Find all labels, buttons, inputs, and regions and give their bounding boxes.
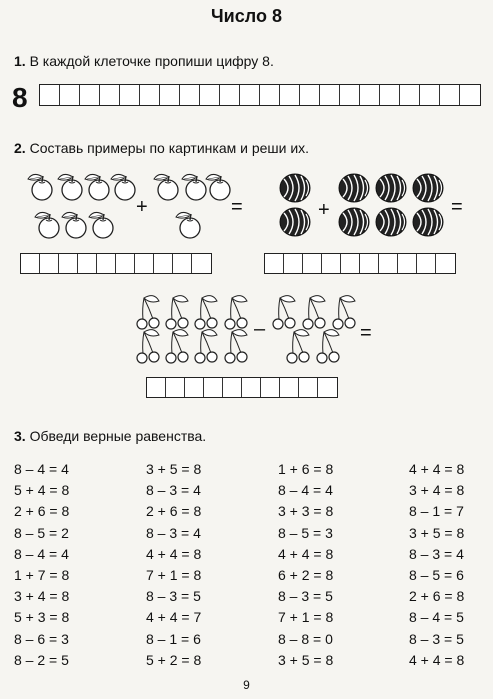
equation[interactable]: 8 – 3 = 4 (146, 482, 201, 499)
task3-instruction (14, 428, 206, 444)
equals-sign: = (231, 196, 243, 218)
equation[interactable]: 4 + 4 = 7 (146, 609, 202, 626)
writing-cell[interactable] (154, 254, 173, 273)
writing-cell[interactable] (135, 254, 154, 273)
equation[interactable]: 8 – 4 = 4 (14, 545, 69, 562)
equation[interactable]: 8 – 5 = 2 (14, 524, 69, 541)
equation[interactable]: 2 + 6 = 8 (14, 503, 70, 520)
equals-sign: = (451, 196, 463, 218)
apple-icon (28, 174, 52, 200)
task3-number: 3. (14, 428, 26, 444)
apple-icon (35, 212, 59, 238)
equation[interactable]: 5 + 3 = 8 (14, 609, 70, 626)
writing-cell[interactable] (360, 254, 379, 273)
writing-cell[interactable] (192, 254, 211, 273)
equals-sign: = (360, 322, 372, 344)
cherry-icon (333, 296, 355, 329)
apple-icon (89, 212, 113, 238)
equation[interactable]: 4 + 4 = 8 (409, 461, 465, 477)
apple-icon (62, 212, 86, 238)
equation[interactable]: 3 + 5 = 8 (146, 461, 202, 477)
equation[interactable]: 3 + 5 = 8 (278, 651, 334, 668)
equations-column-3 (278, 459, 333, 671)
equation[interactable]: 8 – 3 = 4 (409, 545, 464, 562)
equation[interactable]: 4 + 4 = 8 (278, 545, 334, 562)
watermelon-icon (376, 208, 406, 236)
equations-column-2 (146, 459, 201, 671)
equation[interactable]: 3 + 3 = 8 (278, 503, 334, 520)
watermelon-icon (413, 208, 443, 236)
watermelon-icon (376, 174, 406, 202)
equation[interactable]: 7 + 1 = 8 (278, 609, 334, 626)
plus-sign: + (318, 199, 330, 221)
cherry-icon (137, 296, 159, 329)
writing-cell[interactable] (185, 378, 204, 397)
writing-cell[interactable] (78, 254, 97, 273)
writing-cell[interactable] (280, 378, 299, 397)
task1-number: 1. (14, 53, 26, 69)
apple-icon (176, 212, 200, 238)
page-number: 9 (243, 678, 250, 692)
equation[interactable]: 2 + 6 = 8 (146, 503, 202, 520)
writing-cell[interactable] (303, 254, 322, 273)
writing-cell[interactable] (147, 378, 166, 397)
answer-cells-cherries[interactable] (146, 377, 338, 398)
watermelon-icon (413, 174, 443, 202)
equation[interactable]: 7 + 1 = 8 (146, 567, 202, 584)
equation[interactable]: 4 + 4 = 8 (409, 651, 465, 668)
page-title: Число 8 (211, 6, 282, 26)
writing-cell[interactable] (261, 378, 280, 397)
equation[interactable]: 2 + 6 = 8 (409, 588, 465, 605)
watermelon-icon (339, 174, 369, 202)
writing-cell[interactable] (166, 378, 185, 397)
equation[interactable]: 1 + 6 = 8 (278, 461, 334, 477)
cherry-icon (273, 296, 295, 329)
task2-text: Составь примеры по картинкам и реши их. (29, 140, 310, 156)
equation[interactable]: 5 + 4 = 8 (14, 482, 70, 499)
writing-cell[interactable] (341, 254, 360, 273)
cherry-icon (195, 296, 217, 329)
equation[interactable]: 8 – 3 = 5 (146, 588, 201, 605)
apple-icon (154, 174, 178, 200)
equation[interactable]: 8 – 4 = 4 (14, 461, 69, 477)
writing-cell[interactable] (116, 254, 135, 273)
equations-column-1 (14, 459, 69, 671)
equation[interactable]: 8 – 5 = 6 (409, 567, 464, 584)
equation[interactable]: 3 + 4 = 8 (409, 482, 465, 499)
equation[interactable]: 5 + 2 = 8 (146, 651, 202, 668)
writing-cell[interactable] (417, 254, 436, 273)
equations-column-4 (409, 459, 464, 671)
equation[interactable]: 4 + 4 = 8 (146, 545, 202, 562)
apple-icon (206, 174, 230, 200)
equation[interactable]: 3 + 4 = 8 (14, 588, 70, 605)
minus-sign: – (254, 318, 266, 340)
cherry-icon (195, 330, 217, 363)
writing-cell[interactable] (223, 378, 242, 397)
equation[interactable]: 8 – 3 = 5 (278, 588, 333, 605)
cherry-icon (166, 330, 188, 363)
task3-text: Обведи верные равенства. (29, 428, 207, 444)
task1-text: В каждой клеточке пропиши цифру 8. (29, 53, 274, 69)
writing-cell[interactable] (21, 254, 40, 273)
watermelon-icon (280, 174, 310, 202)
cherry-icon (317, 330, 339, 363)
writing-cell[interactable] (284, 254, 303, 273)
equation[interactable]: 8 – 3 = 4 (146, 524, 201, 541)
answer-cells-watermelons[interactable] (264, 253, 456, 274)
sample-digit: 8 (12, 82, 28, 113)
writing-cell[interactable] (299, 378, 318, 397)
equation[interactable]: 8 – 2 = 5 (14, 651, 69, 668)
equation[interactable]: 8 – 8 = 0 (278, 630, 333, 647)
plus-sign: + (136, 196, 148, 218)
writing-cell[interactable] (204, 378, 223, 397)
apple-icon (111, 174, 135, 200)
writing-cell[interactable] (59, 254, 78, 273)
writing-cell[interactable] (265, 254, 284, 273)
equation[interactable]: 8 – 3 = 5 (409, 630, 464, 647)
cherry-icon (225, 296, 247, 329)
cherry-icon (166, 296, 188, 329)
writing-cell[interactable] (398, 254, 417, 273)
equation[interactable]: 1 + 7 = 8 (14, 567, 70, 584)
writing-cell[interactable] (40, 254, 59, 273)
equation[interactable]: 6 + 2 = 8 (278, 567, 334, 584)
writing-cell[interactable] (379, 254, 398, 273)
writing-cell[interactable] (318, 378, 337, 397)
answer-cells-apples[interactable] (20, 253, 212, 274)
apple-icon (85, 174, 109, 200)
equation[interactable]: 3 + 5 = 8 (409, 524, 465, 541)
writing-cell[interactable] (242, 378, 261, 397)
watermelon-icon (280, 208, 310, 236)
equation[interactable]: 8 – 5 = 3 (278, 524, 333, 541)
task2-number: 2. (14, 140, 26, 156)
equation[interactable]: 8 – 4 = 5 (409, 609, 464, 626)
apple-icon (182, 174, 206, 200)
equation[interactable]: 8 – 4 = 4 (278, 482, 333, 499)
cherry-icon (225, 330, 247, 363)
equation[interactable]: 8 – 1 = 7 (409, 503, 464, 520)
writing-cell[interactable] (436, 254, 455, 273)
watermelon-icon (339, 208, 369, 236)
cherry-icon (303, 296, 325, 329)
cherry-icon (137, 330, 159, 363)
writing-cell[interactable] (97, 254, 116, 273)
writing-cell[interactable] (322, 254, 341, 273)
cherry-icon (287, 330, 309, 363)
apple-icon (58, 174, 82, 200)
equation[interactable]: 8 – 6 = 3 (14, 630, 69, 647)
equation[interactable]: 8 – 1 = 6 (146, 630, 201, 647)
writing-cell[interactable] (173, 254, 192, 273)
